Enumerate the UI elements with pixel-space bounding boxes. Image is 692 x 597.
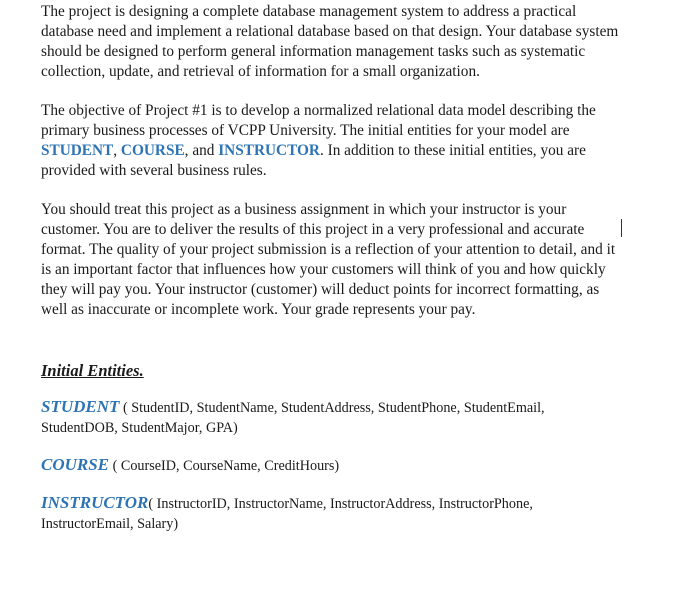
- entity-student-label: STUDENT: [41, 142, 114, 159]
- document-body: [41, 2, 621, 534]
- entity-instructor-attributes: ( InstructorID, InstructorName, InstructorAddress, InstructorPhone, InstructorEmail, Salary): [41, 496, 533, 532]
- entity-student-attributes: ( StudentID, StudentName, StudentAddress, StudentPhone, StudentEmail, StudentDOB, StudentMajor, GPA): [41, 400, 545, 436]
- objective-separator-2: , and: [184, 142, 219, 159]
- paragraph-objective: [41, 101, 621, 181]
- entity-course: [41, 455, 621, 476]
- entity-course-attributes: ( CourseID, CourseName, CreditHours): [109, 458, 340, 474]
- objective-separator-1: ,: [113, 142, 121, 159]
- entity-course-label: COURSE: [120, 142, 185, 159]
- entity-course-name: COURSE: [41, 455, 110, 474]
- entity-instructor-name: INSTRUCTOR: [41, 493, 149, 512]
- initial-entities-heading: Initial Entities.: [41, 361, 144, 380]
- text-cursor: [621, 219, 622, 237]
- entity-instructor: [41, 493, 621, 534]
- entity-student: [41, 397, 621, 438]
- objective-text-end: . In addition to these initial entities, you are provided with several business rules.: [41, 142, 586, 179]
- entity-student-name: STUDENT: [41, 397, 120, 416]
- entity-instructor-label: INSTRUCTOR: [218, 142, 320, 159]
- paragraph-business-assignment: You should treat this project as a business assignment in which your instructor is your customer. You are to deliver the results of this project in a very professional and accurate format. The quality of your project submission is a reflection of your attention to detail, and it is an important factor that influences how your customers will think of you and how quickly they will pay you. Your instructor (customer) will deduct points for incorrect formatting, as well as inaccurate or incomplete work. Your grade represents your pay.: [41, 201, 616, 318]
- objective-text-start: The objective of Project #1 is to develop a normalized relational data model describing the primary business processes of VCPP University. The initial entities for your model are: [41, 102, 596, 139]
- paragraph-project-description: The project is designing a complete database management system to address a practical database need and implement a relational database based on that design. Your database system should be designed to perform general information management tasks such as systematic collection, update, and retrieval of information for a small organization.: [41, 3, 619, 80]
